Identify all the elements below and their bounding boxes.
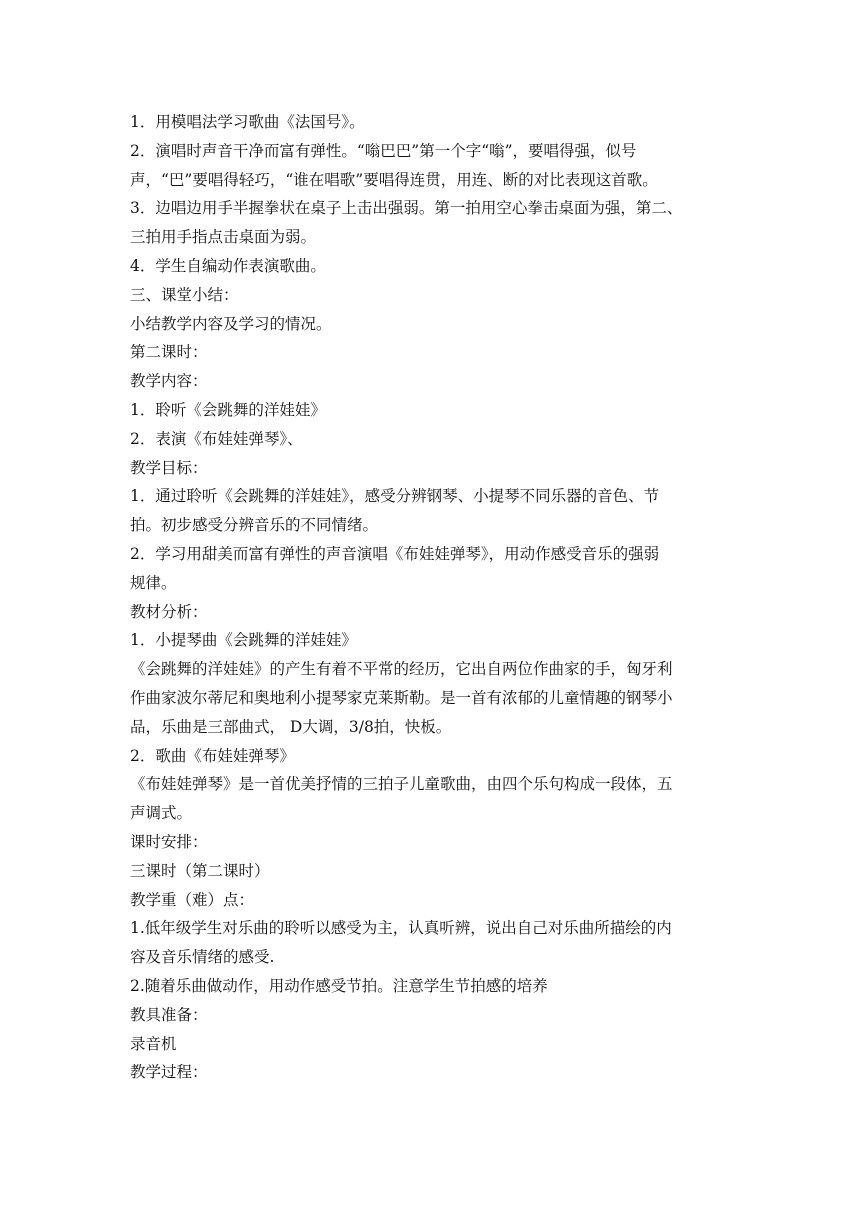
text-line: 小结教学内容及学习的情况。 [130,314,332,333]
section-heading: 教学重（难）点： [130,890,255,909]
document-page [130,108,730,1087]
text-line: 2．表演《布娃娃弹琴》、 [130,429,303,448]
text-line: 三课时（第二课时） [130,861,270,880]
text-line: 三拍用手指点击桌面为弱。 [130,228,317,247]
text-line: 声，“巴”要唱得轻巧，“谁在唱歌”要唱得连贯，用连、断的对比表现这首歌。 [130,170,658,189]
text-line: 品，乐曲是三部曲式， D大调，3/8拍，快板。 [130,717,452,736]
text-line: 作曲家波尔蒂尼和奥地利小提琴家克莱斯勒。是一首有浓郁的儿童情趣的钢琴小 [130,688,673,707]
text-line: 《会跳舞的洋娃娃》的产生有着不平常的经历，它出自两位作曲家的手，匈牙利 [130,660,673,679]
text-line: 1．用模唱法学习歌曲《法国号》。 [130,113,365,131]
text-line: 1．聆听《会跳舞的洋娃娃》 [130,400,326,419]
text-line: 3．边唱边用手半握拳状在桌子上击出强弱。第一拍用空心拳击桌面为强，第二、 [130,199,683,218]
text-line: 1.低年级学生对乐曲的聆听以感受为主，认真听辨，说出自己对乐曲所描绘的内 [130,919,672,938]
section-heading: 课时安排： [130,832,208,851]
section-heading: 教学内容： [130,372,208,391]
text-line: 录音机 [130,1034,177,1053]
text-line: 2.随着乐曲做动作，用动作感受节拍。注意学生节拍感的培养 [130,976,548,995]
section-heading: 第二课时： [130,343,208,362]
text-line: 2．学习用甜美而富有弹性的声音演唱《布娃娃弹琴》，用动作感受音乐的强弱 [130,544,660,563]
section-heading: 教材分析： [130,602,208,621]
text-line: 2．演唱时声音干净而富有弹性。“嗡巴巴”第一个字“嗡”，要唱得强，似号 [130,141,637,160]
text-line: 规律。 [130,573,177,592]
text-line: 声调式。 [130,804,193,823]
text-line: 2．歌曲《布娃娃弹琴》 [130,746,295,765]
section-heading: 教学过程： [130,1063,208,1082]
section-heading: 教具准备： [130,1005,208,1024]
section-heading: 三、课堂小结： [130,285,239,304]
text-line: 《布娃娃弹琴》是一首优美抒情的三拍子儿童歌曲，由四个乐句构成一段体，五 [130,775,673,794]
text-line: 1．通过聆听《会跳舞的洋娃娃》，感受分辨钢琴、小提琴不同乐器的音色、节 [130,487,660,506]
section-heading: 教学目标： [130,458,208,477]
text-line: 4．学生自编动作表演歌曲。 [130,256,326,275]
text-line: 容及音乐情绪的感受. [130,948,275,967]
text-line: 拍。初步感受分辨音乐的不同情绪。 [130,516,379,535]
text-line: 1．小提琴曲《会跳舞的洋娃娃》 [130,631,357,650]
